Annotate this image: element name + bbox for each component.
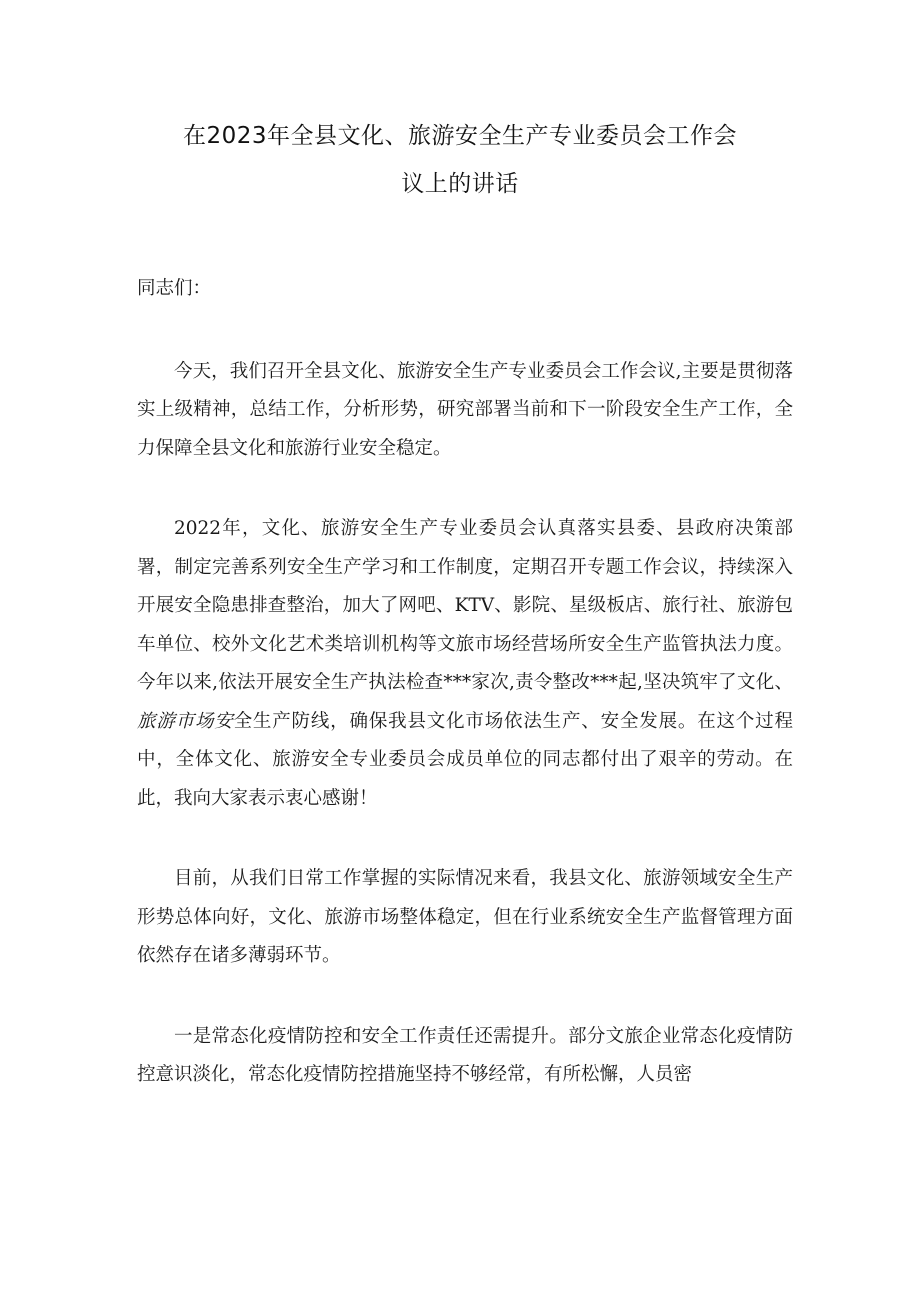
salutation: 同志们： (137, 278, 212, 299)
paragraph-2022-review-text-b: 全生产防线，确保我县文化市场依法生产、安全发展。在这个过程中，全体文化、旅游安全专业委员会成员单位的同志都付出了艰辛的劳动。在此，我向大家表示衷心感谢！ (137, 710, 793, 809)
paragraph-2022-review-text-a: 2022年，文化、旅游安全生产专业委员会认真落实县委、县政府决策部署，制定完善系列安全生产学习和工作制度，定期召开专题工作会议，持续深入开展安全隐患排查整治，加大了网吧、KTV、影院、星级板店、旅行社、旅游包车单位、校外文化艺术类培训机构等文旅市场经营场所安全生产监管执法力度。今年以来,依法开展安全生产执法检查***家次,责令整改***起,坚决筑牢了文化、 (137, 518, 793, 693)
paragraph-opening: 今天，我们召开全县文化、旅游安全生产专业委员会工作会议,主要是贯彻落实上级精神，总结工作，分析形势，研究部署当前和下一阶段安全生产工作，全力保障全县文化和旅游行业安全稳定。 (137, 360, 793, 459)
paragraph-current-situation: 目前，从我们日常工作掌握的实际情况来看，我县文化、旅游领域安全生产形势总体向好，文化、旅游市场整体稳定，但在行业系统安全生产监督管理方面依然存在诸多薄弱环节。 (137, 868, 793, 966)
document-body (137, 270, 793, 1137)
paragraph-point-one: 一是常态化疫情防控和安全工作责任还需提升。部分文旅企业常态化疫情防控意识淡化，常态化疫情防控措施坚持不够经常，有所松懈，人员密 (137, 1025, 793, 1085)
document-title (120, 112, 800, 208)
title-line-1: 在2023年全县文化、旅游安全生产专业委员会工作会 (182, 123, 738, 149)
paragraph-2022-review-italic: 旅游市场安 (137, 710, 234, 732)
paragraph-2022-review (137, 510, 793, 818)
title-line-2: 议上的讲话 (401, 171, 519, 197)
